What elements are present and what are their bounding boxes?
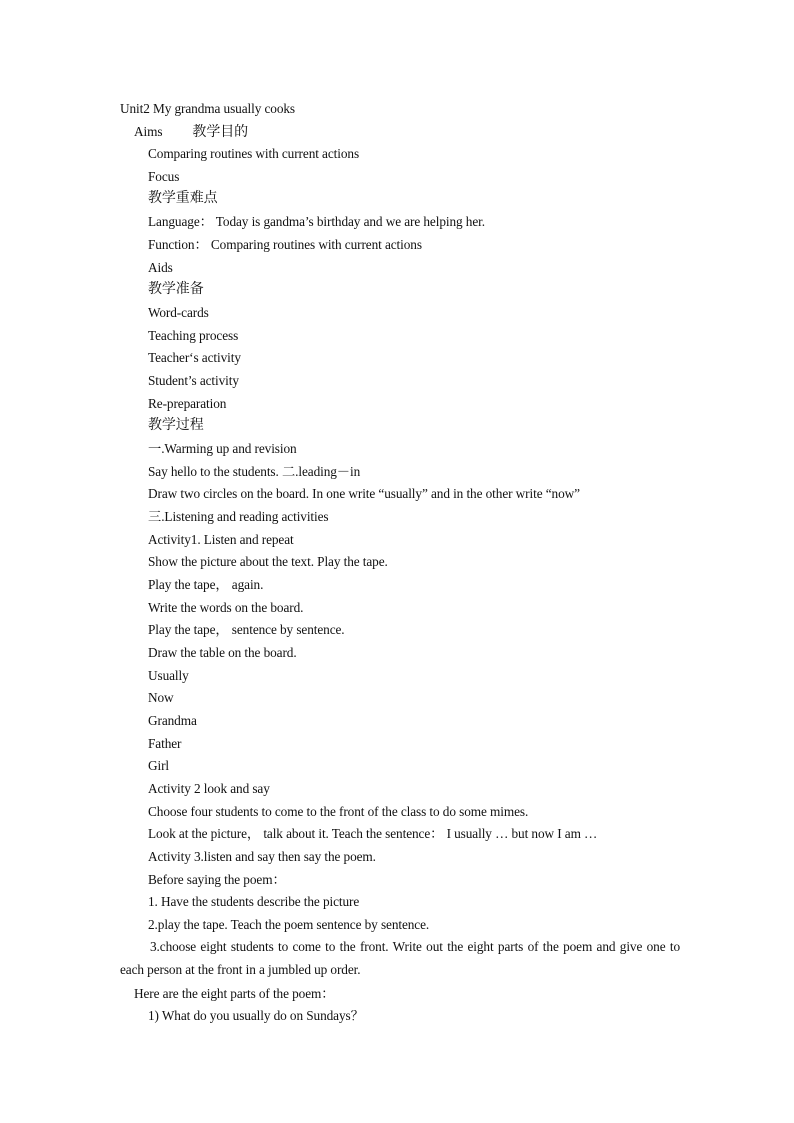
step3-heading: 三.Listening and reading activities	[148, 509, 329, 524]
activity1-line: Play the tape， again.	[148, 577, 264, 592]
aids-text: Word-cards	[148, 305, 209, 320]
focus-label: Focus	[148, 169, 180, 184]
table-item: Girl	[148, 758, 170, 773]
aids-label: Aids	[148, 260, 173, 275]
teaching-process: Teaching process	[148, 328, 239, 343]
activity1-line: Write the words on the board.	[148, 600, 304, 615]
before-poem: Before saying the poem：	[148, 872, 286, 887]
document-title: Unit2 My grandma usually cooks	[120, 101, 296, 116]
teacher-activity: Teacher‘s activity	[148, 350, 241, 365]
table-item: Grandma	[148, 713, 197, 728]
aims-text: Comparing routines with current actions	[148, 146, 360, 161]
eight-parts-heading: Here are the eight parts of the poem：	[134, 986, 335, 1001]
poem-step: 1. Have the students describe the picture	[148, 894, 360, 909]
activity2-heading: Activity 2 look and say	[148, 781, 270, 796]
activity2-line: Choose four students to come to the front of the class to do some mimes.	[148, 804, 529, 819]
re-preparation: Re-preparation	[148, 396, 227, 411]
student-activity: Student’s activity	[148, 373, 239, 388]
poem-part: 1) What do you usually do on Sundays？	[148, 1008, 364, 1023]
function-line: Function： Comparing routines with current actions	[148, 237, 422, 252]
activity3-heading: Activity 3.listen and say then say the poem.	[148, 849, 376, 864]
step1-text: Say hello to the students. 二.leading－in	[148, 464, 361, 479]
step2-text: Draw two circles on the board. In one write “usually” and in the other write “now”	[148, 486, 580, 501]
table-item: Usually	[148, 668, 189, 683]
activity1-line: Show the picture about the text. Play the tape.	[148, 554, 388, 569]
activity1-line: Play the tape， sentence by sentence.	[148, 622, 345, 637]
focus-cn-label: 教学重难点	[148, 191, 218, 206]
process-cn-label: 教学过程	[148, 418, 204, 433]
step1-heading: 一.Warming up and revision	[148, 441, 297, 456]
activity1-line: Draw the table on the board.	[148, 645, 297, 660]
poem-step-paragraph: 3.choose eight students to come to the front. Write out the eight parts of the poem and give one to each person at the front in a jumbled up order.	[120, 939, 680, 977]
table-item: Father	[148, 736, 182, 751]
table-item: Now	[148, 690, 174, 705]
aims-heading	[134, 124, 248, 141]
aids-cn-label: 教学准备	[148, 282, 204, 297]
activity2-line: Look at the picture， talk about it. Teach the sentence： I usually … but now I am …	[148, 826, 598, 841]
poem-step: 2.play the tape. Teach the poem sentence by sentence.	[148, 917, 430, 932]
activity1-heading: Activity1. Listen and repeat	[148, 532, 294, 547]
aims-cn-label: 教学目的	[192, 125, 249, 140]
aims-label: Aims	[134, 124, 163, 139]
language-line: Language： Today is gandma’s birthday and we are helping her.	[148, 214, 485, 229]
